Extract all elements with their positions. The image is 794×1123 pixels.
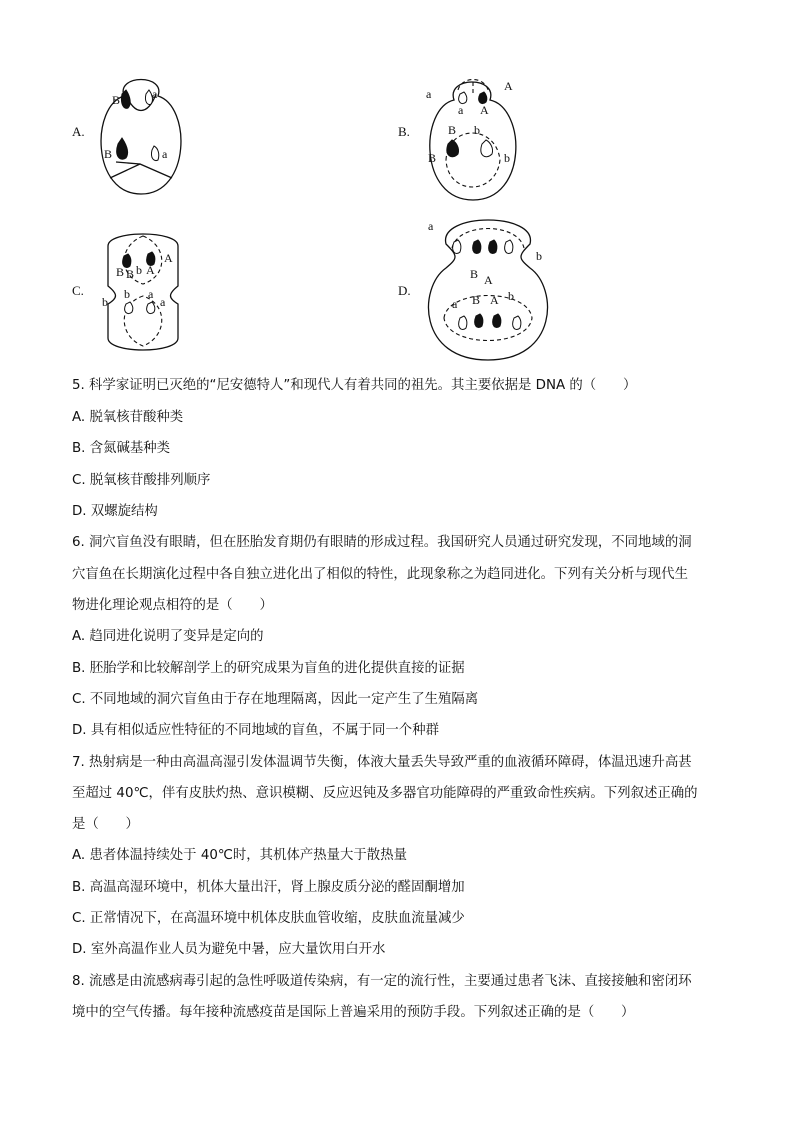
question-8-stem-line: 境中的空气传播。每年接种流感疫苗是国际上普遍采用的预防手段。下列叙述正确的是（ ） bbox=[72, 1005, 635, 1020]
figure-b-label: a bbox=[426, 87, 432, 101]
figure-a-label: a bbox=[162, 147, 168, 161]
figure-a-option-label: A. bbox=[72, 124, 85, 139]
question-7-stem-line: 7. 热射病是一种由高温高湿引发体温调节失衡，体液大量丢失导致严重的血液循环障碍，体温迅速升高甚 bbox=[72, 755, 692, 770]
figure-d-cell-diagram bbox=[418, 208, 558, 364]
figure-b-cell-diagram bbox=[418, 64, 528, 204]
figure-c-label: b bbox=[136, 263, 142, 277]
figure-b-label: b bbox=[504, 151, 510, 165]
figure-d-option-label: D. bbox=[398, 283, 411, 298]
question-5-stem: 5. 科学家证明已灭绝的“尼安德特人”和现代人有着共同的祖先。其主要依据是 DNA 的（ ） bbox=[72, 378, 637, 393]
figure-d-label: a bbox=[428, 219, 434, 233]
figure-d-label: A bbox=[484, 273, 493, 287]
question-6-stem-line: 物进化理论观点相符的是（ ） bbox=[72, 598, 273, 613]
question-7-option: D. 室外高温作业人员为避免中暑，应大量饮用白开水 bbox=[72, 942, 386, 957]
figure-d-label: A bbox=[490, 293, 499, 307]
figure-c-label: a bbox=[160, 295, 166, 309]
question-6-option: B. 胚胎学和比较解剖学上的研究成果为盲鱼的进化提供直接的证据 bbox=[72, 661, 465, 676]
figure-b-label: B bbox=[448, 123, 457, 137]
question-7-stem-line: 是（ ） bbox=[72, 817, 139, 832]
question-7-option: C. 正常情况下，在高温环境中机体皮肤血管收缩，皮肤血流量减少 bbox=[72, 911, 465, 926]
figure-c-option-label: C. bbox=[72, 283, 84, 298]
question-6-stem-line: 6. 洞穴盲鱼没有眼睛，但在胚胎发育期仍有眼睛的形成过程。我国研究人员通过研究发现，不同地域的洞 bbox=[72, 535, 692, 550]
figure-c-label: B bbox=[126, 267, 135, 281]
figure-c-cell-diagram bbox=[98, 226, 188, 356]
figure-b-label: A bbox=[480, 103, 489, 117]
figure-c-label: A bbox=[164, 251, 173, 265]
figure-a-label: B bbox=[104, 147, 113, 161]
figure-a-cell-diagram bbox=[96, 66, 186, 202]
question-5-option: D. 双螺旋结构 bbox=[72, 504, 158, 519]
question-8-stem-line: 8. 流感是由流感病毒引起的急性呼吸道传染病，有一定的流行性，主要通过患者飞沫、直接接触和密闭环 bbox=[72, 974, 692, 989]
figure-c-label: b bbox=[102, 295, 108, 309]
figure-c-label: A bbox=[146, 263, 155, 277]
figure-b-option-label: B. bbox=[398, 124, 410, 139]
figure-d-label: b bbox=[536, 249, 542, 263]
question-6-option: D. 具有相似适应性特征的不同地域的盲鱼，不属于同一个种群 bbox=[72, 723, 439, 738]
figure-d-label: B bbox=[472, 293, 481, 307]
figure-b-label: a bbox=[458, 103, 464, 117]
figure-b-label: B bbox=[428, 151, 437, 165]
question-5-option: C. 脱氧核苷酸排列顺序 bbox=[72, 473, 211, 488]
question-6-option: C. 不同地域的洞穴盲鱼由于存在地理隔离，因此一定产生了生殖隔离 bbox=[72, 692, 479, 707]
figure-c-label: a bbox=[148, 287, 154, 301]
question-5-option: A. 脱氧核苷酸种类 bbox=[72, 410, 184, 425]
figure-d-label: B bbox=[470, 267, 479, 281]
figure-c-label: B bbox=[116, 265, 125, 279]
figure-a-label: B bbox=[112, 93, 121, 107]
figure-d-label: a bbox=[452, 297, 458, 311]
question-5-option: B. 含氮碱基种类 bbox=[72, 441, 171, 456]
question-6-option: A. 趋同进化说明了变异是定向的 bbox=[72, 629, 264, 644]
figure-a-label: a bbox=[152, 87, 158, 101]
question-7-option: A. 患者体温持续处于 40℃时，其机体产热量大于散热量 bbox=[72, 848, 407, 863]
question-7-option: B. 高温高湿环境中，机体大量出汗，肾上腺皮质分泌的醛固酮增加 bbox=[72, 880, 465, 895]
question-7-stem-line: 至超过 40℃，伴有皮肤灼热、意识模糊、反应迟钝及多器官功能障碍的严重致命性疾病。下列叙述正确的 bbox=[72, 786, 698, 801]
figure-b-label: A bbox=[504, 79, 513, 93]
question-6-stem-line: 穴盲鱼在长期演化过程中各自独立进化出了相似的特性，此现象称之为趋同进化。下列有关分析与现代生 bbox=[72, 567, 688, 582]
figure-d-label: b bbox=[508, 289, 514, 303]
figure-b-label: b bbox=[474, 123, 480, 137]
figure-c-label: b bbox=[124, 287, 130, 301]
